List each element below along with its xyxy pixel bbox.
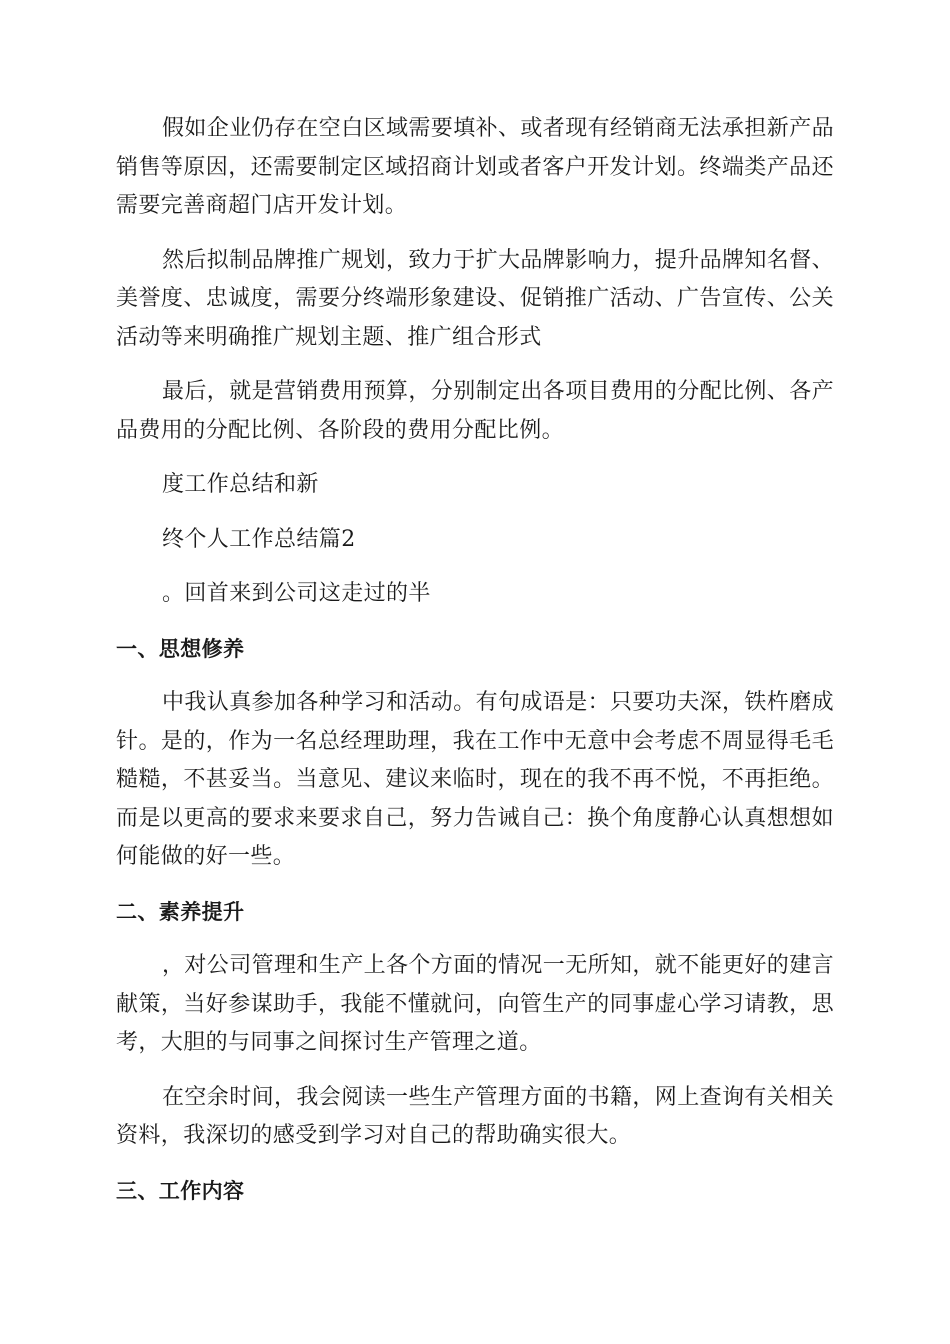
paragraph-spare-time-reading: 在空余时间，我会阅读一些生产管理方面的书籍，网上查询有关相关资料，我深切的感受到学习对自己的帮助确实很大。 — [116, 1084, 835, 1148]
paragraph-regional-plan: 假如企业仍存在空白区域需要填补、或者现有经销商无法承担新产品销售等原因，还需要制定区域招商计划或者客户开发计划。终端类产品还需要完善商超门店开发计划。 — [116, 116, 835, 218]
paragraph-marketing-budget: 最后，就是营销费用预算，分别制定出各项目费用的分配比例、各产品费用的分配比例、各阶段的费用分配比例。 — [116, 379, 835, 443]
paragraph-production-knowledge: ，对公司管理和生产上各个方面的情况一无所知，就不能更好的建言献策，当好参谋助手，我能不懂就问，向管生产的同事虚心学习请教，思考，大胆的与同事之间探讨生产管理之道。 — [116, 953, 835, 1055]
section-heading-work-content: 三、工作内容 — [116, 1178, 245, 1203]
paragraph-learning-activities: 中我认真参加各种学习和活动。有句成语是：只要功夫深，铁杵磨成针。是的，作为一名总经理助理，我在工作中无意中会考虑不周显得毛毛糙糙，不甚妥当。当意见、建议来临时，现在的我不再不悦，不再拒绝。而是以更高的要求来要求自己，努力告诫自己：换个角度静心认真想想如何能做的好一些。 — [116, 690, 835, 869]
paragraph-summary-title: 终个人工作总结篇2 — [162, 526, 356, 552]
section-heading-ideology: 一、思想修养 — [116, 636, 245, 661]
paragraph-brand-promotion: 然后拟制品牌推广规划，致力于扩大品牌影响力，提升品牌知名督、美誉度、忠诚度，需要分终端形象建设、促销推广活动、广告宣传、公关活动等来明确推广规划主题、推广组合形式 — [116, 247, 835, 350]
section-heading-quality-improvement: 二、素养提升 — [116, 899, 245, 924]
paragraph-annual-summary-fragment: 度工作总结和新 — [162, 472, 319, 497]
document-body — [116, 110, 834, 1226]
paragraph-looking-back: 。回首来到公司这走过的半 — [162, 581, 431, 606]
